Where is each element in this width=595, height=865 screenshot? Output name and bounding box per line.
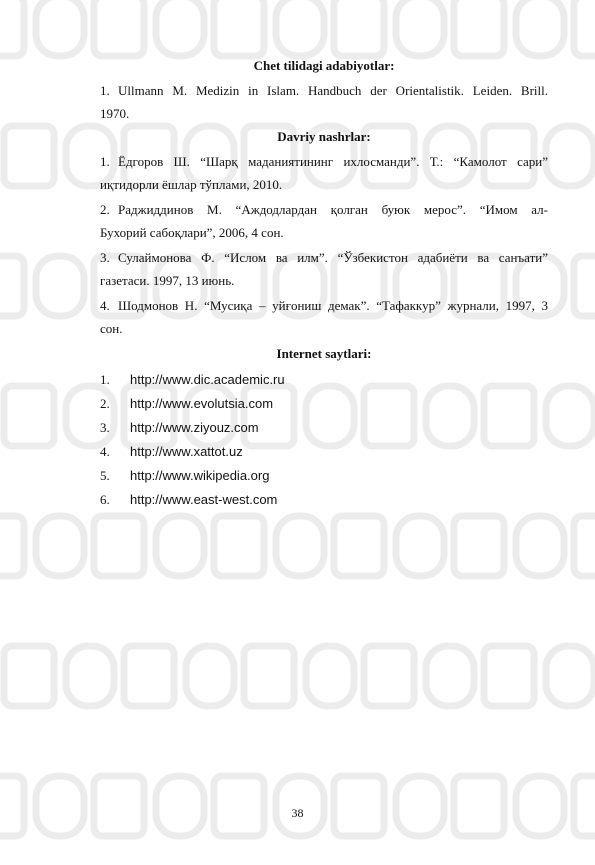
watermark-mark: [570, 250, 595, 345]
ref-number: 1.: [100, 83, 110, 98]
ref-text: Сулаймонова Ф. “Ислом ва илм”. “Ўзбекистон адабиёти ва санъати”: [118, 250, 548, 265]
ref-number: 3.: [100, 250, 110, 265]
watermark-mark: [360, 640, 480, 735]
link-url[interactable]: http://www.xattot.uz: [130, 444, 243, 459]
ref-text: Шодмонов Н. “Мусиқа – уйғониш демак”. “Тафаккур” журнали, 1997, 3: [118, 298, 548, 313]
ref-line: [100, 198, 548, 221]
link-number: 2.: [100, 396, 110, 411]
internet-link-item[interactable]: [100, 444, 548, 460]
link-number: 4.: [100, 444, 110, 459]
ref-line: иқтидорли ёшлар тўплами, 2010.: [100, 177, 283, 192]
watermark-mark: [0, 250, 90, 345]
ref-line: Бухорий сабоқлари”, 2006, 4 сон.: [100, 225, 284, 240]
ref-number: 2.: [100, 202, 110, 217]
ref-line: [100, 246, 548, 269]
link-url[interactable]: http://www.east-west.com: [130, 492, 278, 507]
watermark-mark: [480, 640, 595, 735]
ref-line: сон.: [100, 321, 123, 336]
link-url[interactable]: http://www.evolutsia.com: [130, 396, 274, 411]
ref-line: 1970.: [100, 106, 130, 121]
watermark-mark: [450, 510, 570, 605]
watermark-mark: [210, 510, 330, 605]
watermark-mark: [330, 510, 450, 605]
periodical-ref-1: [100, 150, 548, 196]
periodical-ref-2: [100, 198, 548, 244]
link-number: 1.: [100, 372, 110, 387]
link-number: 6.: [100, 492, 110, 507]
page-number: 38: [291, 806, 304, 820]
ref-line: [100, 79, 548, 102]
foreign-literature-heading: Chet tilidagi adabiyotlar:: [253, 58, 395, 73]
link-url[interactable]: http://www.dic.academic.ru: [130, 372, 285, 387]
ref-text: Ёдгоров Ш. “Шарқ маданиятининг ихлосманди”. Т.: “Камолот сари”: [118, 154, 548, 169]
internet-link-item[interactable]: [100, 420, 548, 436]
watermark-mark: [0, 0, 90, 85]
watermark-mark: [0, 510, 90, 605]
periodicals-heading: Davriy nashrlar:: [277, 129, 371, 144]
watermark-mark: [90, 510, 210, 605]
periodical-ref-3: [100, 246, 548, 292]
internet-link-item[interactable]: [100, 372, 548, 388]
watermark-mark: [0, 640, 120, 735]
ref-number: 4.: [100, 298, 110, 313]
internet-sites-heading: Internet saytlari:: [276, 346, 372, 361]
foreign-ref-1: [100, 79, 548, 125]
link-number: 3.: [100, 420, 110, 435]
watermark-mark: [120, 640, 240, 735]
watermark-mark: [570, 510, 595, 605]
watermark-mark: [570, 0, 595, 85]
ref-line: [100, 294, 548, 317]
periodical-ref-4: [100, 294, 548, 340]
ref-line: газетаси. 1997, 13 июнь.: [100, 273, 235, 288]
ref-text: Ullmann M. Medizin in Islam. Handbuch der Orientalistik. Leiden. Brill.: [118, 83, 548, 98]
internet-link-item[interactable]: [100, 492, 548, 508]
internet-link-item[interactable]: [100, 468, 548, 484]
internet-link-item[interactable]: [100, 396, 548, 412]
link-url[interactable]: http://www.wikipedia.org: [130, 468, 270, 483]
link-number: 5.: [100, 468, 110, 483]
ref-text: Раджиддинов М. “Аждодлардан қолган буюк мерос”. “Имом ал-: [118, 202, 548, 217]
ref-number: 1.: [100, 154, 110, 169]
watermark-mark: [240, 640, 360, 735]
ref-line: [100, 150, 548, 173]
link-url[interactable]: http://www.ziyouz.com: [130, 420, 259, 435]
